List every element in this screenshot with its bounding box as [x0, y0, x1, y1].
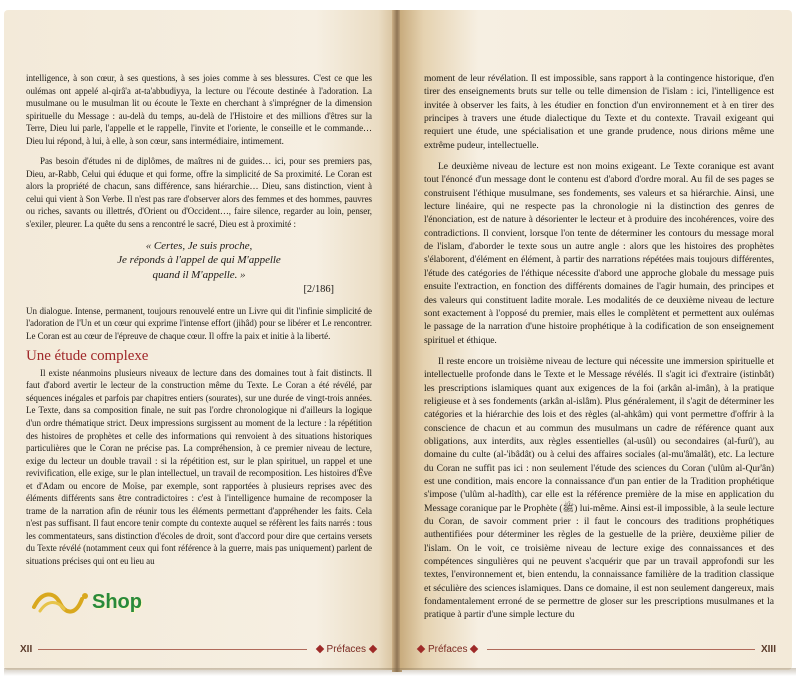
section-label: Préfaces [428, 643, 468, 655]
verse-line: « Certes, Je suis proche, [145, 239, 253, 252]
logo-swirl-icon [30, 587, 96, 617]
page-shadow [4, 668, 796, 676]
right-page-text [424, 72, 774, 630]
paragraph: Pas besoin d'études ni de diplômes, de maîtres ni de guides… ici, pour ses premiers pas, Dieu, ar-Rabb, Celui qui éduque et qui forme, offre la simplicité de Sa proximité. Le Coran est alors la propriété de chacun, sans différence, sans hiérarchie… Dieu, sans distinction, vient à celui qui vient à Son Verbe. Il n'est pas rare d'observer alors des femmes et des hommes, pauvres ou riches, savants ou illettrés, d'Orient ou d'Occident…, faire silence, regarder au loin, penser, s'exiler, pleurer. La quête du sens a rencontré le sacré, Dieu est à proximité : [26, 156, 372, 230]
verse-line: Je réponds à l'appel de qui M'appelle [117, 254, 281, 267]
right-page [400, 10, 792, 670]
verse-line: quand il M'appelle. » [152, 268, 246, 281]
paragraph: moment de leur révélation. Il est impossible, sans rapport à la contingence historique, d'en tirer des enseignements bruts sur telle ou telle dimension de l'islam : ici, l'intelligence est invitée à observer les faits, à les étudier en fonction d'un environnement et à en tirer des principes à travers une étude dialectique du Texte et du contexte. Travail exigeant qui requiert une étude, une spécialisation et une grande prudence, nous dirions même une extrême pudeur, intellectuelle. [424, 73, 774, 151]
paragraph: Il reste encore un troisième niveau de lecture qui nécessite une immersion spirituelle et intellectuelle profonde dans le Texte et le Message révélés. Il s'agit ici d'extraire (istinbât) les prescriptions islamiques quant aux exigences de la foi (arkân al-imân), à la pratique religieuse et à ses fondements (arkân al-islâm). Plus généralement, il s'agit de déterminer les catégories et la hiérarchie des lois et des règles (al-ahkâm) qui vont permettre d'offrir à la conscience de chacun et au commun des musulmans un cadre de référence quant aux obligations, aux interdits, aux règles essentielles (al-usûl) ou secondaires (al-furû'), au domaine du culte (al-'ibâdât) ou à celui des affaires sociales (al-mu'âmalât), etc. La lecture du Coran ne suffit pas ici : non seulement l'étude des sciences du Coran ('ulûm al-Qur'ân) est une condition, mais encore la connaissance d'un pan entier de la Tradition prophétique s'impose ('ulûm al-hadîth), car elle est la référence première de la mise en application du Message coranique par le Prophète (ﷺ) lui-même. Ainsi est-il impossible, à la seule lecture du Coran, de savoir comment prier : il faut le concours des traditions prophétiques authentifiées pour déterminer les règles de la gestuelle de la prière, deuxième pilier de l'islam. On le voit, ce troisième niveau de lecture exige des connaissances et des compétences singulières qui ne peuvent s'acquérir que par un travail approfondi sur les textes, l'environnement et, bien entendu, la connaissance familière de la tradition classique et séculière des sciences islamiques. Dans ce domaine, il est non seulement dangereux, mais fondamentalement erroné de se permettre de gloser sur les prescriptions musulmanes et la pratique à partir d'une simple lecture du [424, 355, 774, 621]
left-footer [20, 640, 380, 658]
footer-rule [38, 649, 306, 650]
ornament-diamond-icon [417, 645, 425, 653]
section-heading: Une étude complexe [26, 348, 149, 365]
page-number: XII [20, 643, 33, 655]
section-label: Préfaces [326, 643, 366, 655]
paragraph: Un dialogue. Intense, permanent, toujours renouvelé entre un Livre qui dit l'infinie simplicité de l'adoration de l'Un et un cœur qui exprime l'intense effort (jihâd) pour se libérer et Le rencontrer. Le Coran est au cœur de l'épreuve de chaque cœur. Il offre la paix et initie à la liberté. [26, 305, 372, 341]
left-page [4, 10, 394, 670]
shop-logo [30, 584, 180, 620]
ornament-diamond-icon [369, 645, 377, 653]
paragraph: Le deuxième niveau de lecture est non moins exigeant. Le Texte coranique est avant tout l'énoncé d'un message dont le contenu est d'abord d'ordre moral. Au fil de ses pages se construisent l'éthique musulmane, ses fondements, ses valeurs et sa hiérarchie. Ainsi, une lecture linéaire, qui ne respecte pas la chronologie ni la distinction des genres de l'énonciation, est de nature à désorienter le lecteur et à produire des incohérences, voire des contradictions. Il convient, lorsque l'on tente de déterminer les contours du message moral de l'islam, d'aborder le texte sous un autre angle : alors que les histoires des prophètes s'élaborent, d'élément en élément, à partir des narrations répétées mais toujours différentes, l'étude des catégories de l'éthique nécessite d'abord une approche globale du message puis ensuite l'extraction, en fonction des différents domaines de l'agir humain, des principes et des valeurs qui constituent ladite morale. Les modalités de ce deuxième niveau de lecture sont exactement à l'opposé du premier, mais elles le complètent et permettent aux oulémas le passage de la narration d'une histoire prophétique à la codification de son enseignement spirituel et éthique. [424, 161, 774, 346]
paragraph: intelligence, à son cœur, à ses questions, à ses joies comme à ses blessures. C'est ce que les oulémas ont appelé al-qirâ'a at-ta'abbudiyya, la lecture ou l'écoute destinée à l'adoration. La musulmane ou le musulman lit ou écoute le Texte en cherchant à s'imprégner de la dimension spirituelle du Message : au-delà du temps, au-delà de l'Histoire et des millions d'êtres sur la Terre, Dieu lui parle, l'appelle et le rappelle, l'invite et l'oriente, le conseille et le commande… Dieu lui répond, à lui, à elle, à son cœur, sans intermédiaire, intimement. [26, 73, 372, 146]
verse-reference: [2/186] [303, 284, 334, 296]
right-footer [414, 640, 776, 658]
footer-rule [487, 649, 755, 650]
logo-text: Shop [92, 590, 142, 613]
left-page-text [26, 72, 372, 576]
ornament-square-icon [315, 645, 323, 653]
ornament-square-icon [470, 645, 478, 653]
book-spread [4, 10, 796, 678]
page-number: XIII [760, 643, 776, 655]
quran-verse [26, 239, 372, 283]
paragraph: Il existe néanmoins plusieurs niveaux de lecture dans des domaines tout à fait distincts. Il faut d'abord avertir le lecteur de la construction même du Texte. Le Coran a été révélé, par séquences inégales et parfois par chapitres entiers (sourates), sur une durée de vingt-trois années. Le Texte, dans sa composition finale, ne suit pas l'ordre chronologique ni d'ailleurs la logique d'un ordre thématique strict. Deux impressions surgissent au moment de la lecture : la répétition des histoires de prophètes et celle des informations qui renvoient à des situations historiques particulières que le Coran ne précise pas. La compréhension, à ce premier niveau de lecture, exige du lecteur un double travail : si la répétition est, sur le plan spirituel, un rappel et une revivification, elle exige, sur le plan intellectuel, un travail de recomposition. Les histoires d'Ève et d'Adam ou encore de Moïse, par exemple, sont rapportées à plusieurs reprises avec des éléments différents sans être contradictoires : c'est à l'intelligence humaine de recomposer la trame de la narration afin de réunir tous les éléments permettant d'appréhender les faits. Cela n'est pas suffisant. Il faut encore tenir compte du contexte auquel se réfèrent les faits narrés : tous les commentateurs, sans distinction d'écoles de droit, sont d'accord pour dire que certains versets du Texte révélé (notamment ceux qui font référence à la guerre, mais pas uniquement) parlent de situations précises qui ont eu lieu au [26, 367, 372, 566]
